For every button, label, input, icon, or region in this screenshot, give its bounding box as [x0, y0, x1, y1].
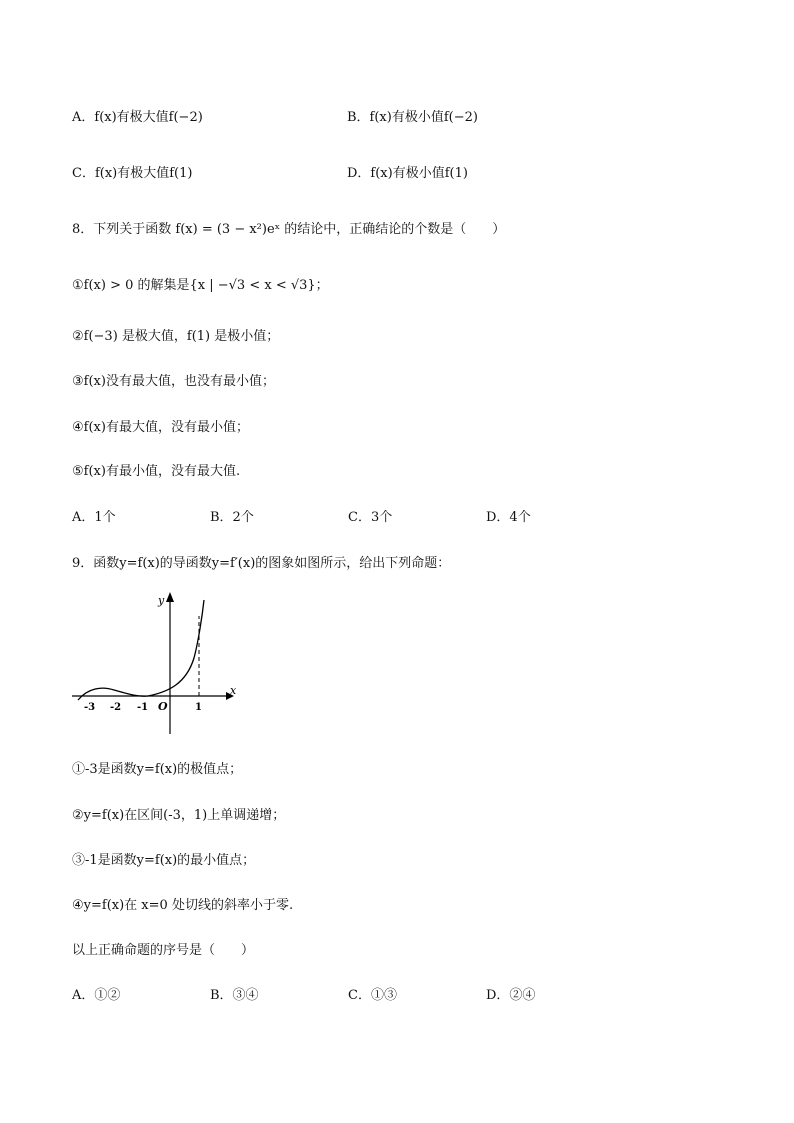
q9-statement-4: ④y=f(x)在 x=0 处切线的斜率小于零.	[72, 898, 294, 913]
tick-label-neg2: -2	[110, 702, 122, 713]
q8-option-a: A．1个	[72, 510, 116, 525]
derivative-curve	[78, 600, 204, 700]
x-axis-label: x	[230, 684, 237, 697]
y-axis-label: y	[158, 594, 165, 607]
q8-statement-5: ⑤f(x)有最小值，没有最大值.	[72, 464, 241, 479]
q7-option-d: D．f(x)有极小值f(1)	[347, 166, 468, 181]
tick-label-neg1: -1	[137, 702, 149, 713]
q8-option-d: D．4个	[486, 510, 531, 525]
q7-option-b: B．f(x)有极小值f(−2)	[347, 110, 478, 125]
q9-statement-3: ③-1是函数y=f(x)的最小值点；	[72, 853, 256, 868]
q9-stem: 9．函数y=f(x)的导函数y=f′(x)的图象如图所示，给出下列命题：	[72, 556, 451, 571]
tick-label-1: 1	[195, 702, 202, 713]
q8-statement-1: ①f(x) > 0 的解集是{x | −√3 < x < √3}；	[72, 278, 329, 293]
q9-prompt: 以上正确命题的序号是（ ）	[72, 943, 255, 958]
q9-option-c: C．①③	[348, 988, 397, 1003]
q9-option-a: A．①②	[72, 988, 121, 1003]
q7-option-a: A．f(x)有极大值f(−2)	[72, 110, 203, 125]
q9-statement-2: ②y=f(x)在区间(-3，1)上单调递增；	[72, 808, 286, 823]
q8-statement-2: ②f(−3) 是极大值，f(1) 是极小值；	[72, 329, 280, 344]
q9-option-b: B．③④	[210, 988, 259, 1003]
q8-stem: 8．下列关于函数 f(x) = (3 − x²)eˣ 的结论中，正确结论的个数是（ ）	[72, 222, 506, 237]
q8-option-b: B．2个	[210, 510, 254, 525]
tick-label-neg3: -3	[84, 702, 96, 713]
derivative-graph	[68, 588, 248, 738]
y-axis-arrow	[166, 592, 174, 602]
q8-statement-3: ③f(x)没有最大值，也没有最小值；	[72, 374, 275, 389]
q8-statement-4: ④f(x)有最大值，没有最小值；	[72, 420, 249, 435]
q7-option-c: C．f(x)有极大值f(1)	[72, 166, 193, 181]
q9-option-d: D．②④	[486, 988, 536, 1003]
q9-statement-1: ①-3是函数y=f(x)的极值点；	[72, 762, 243, 777]
origin-label: O	[158, 700, 168, 713]
q8-option-c: C．3个	[348, 510, 393, 525]
